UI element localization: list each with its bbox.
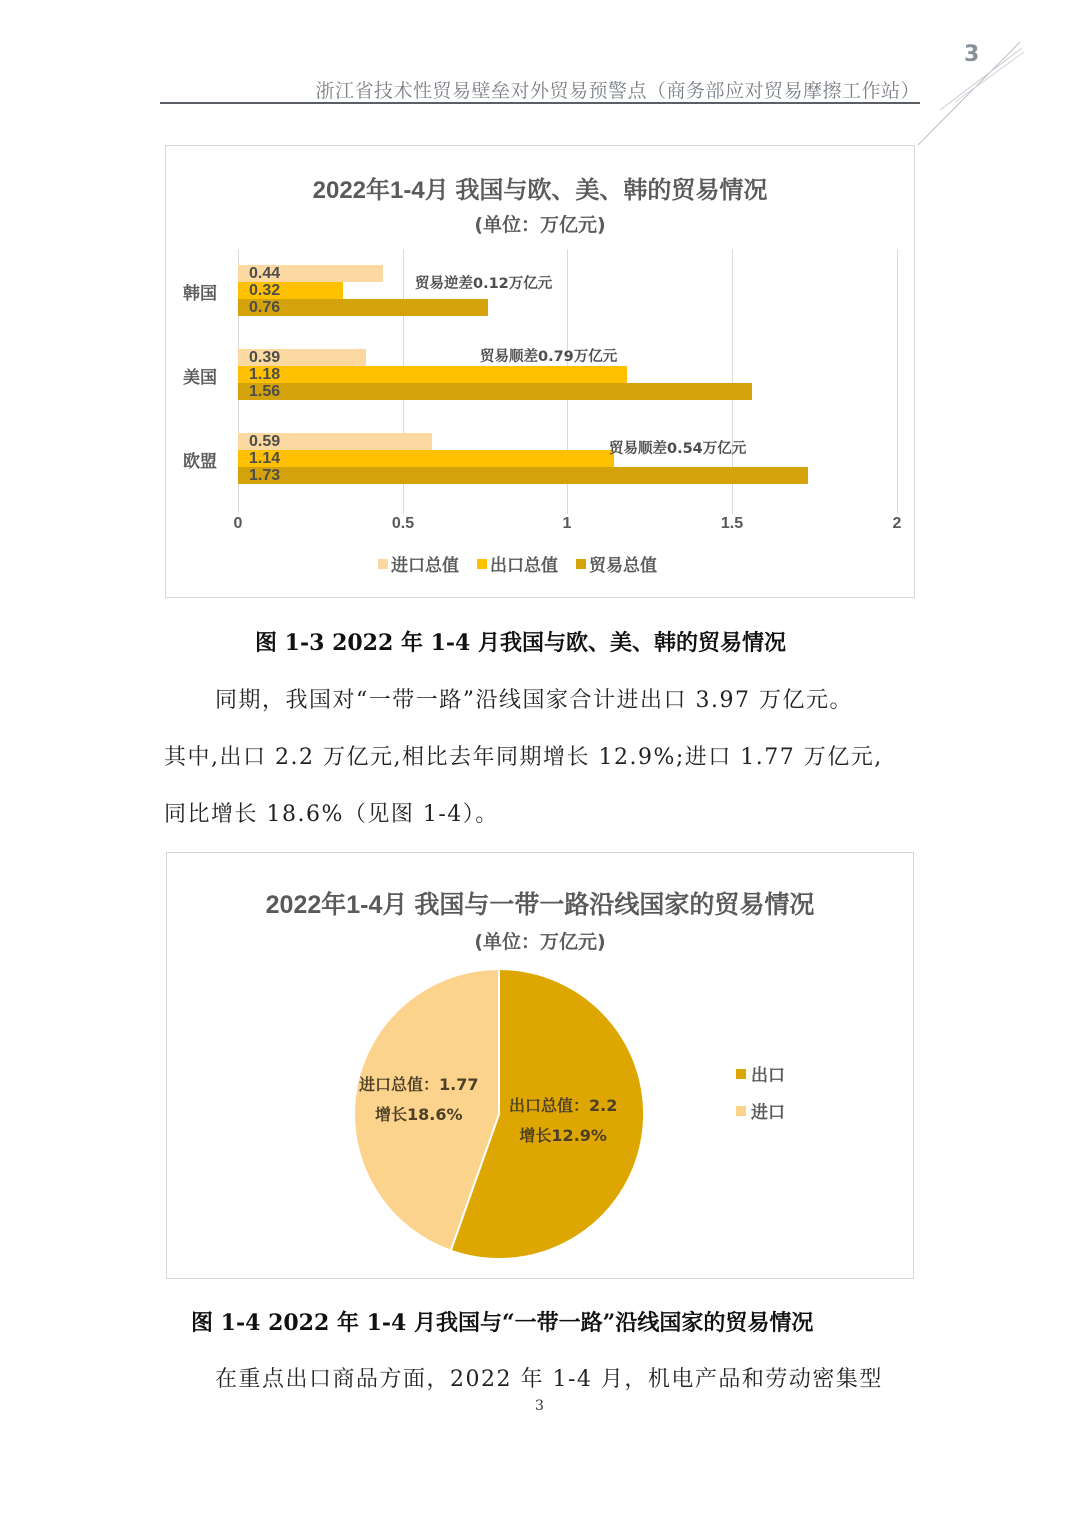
x-tick-1: 1 <box>562 515 572 532</box>
value-eu-import: 0.59 <box>249 433 281 450</box>
value-eu-export: 1.14 <box>249 450 281 467</box>
header-divider <box>160 102 920 104</box>
bar-eu-total <box>238 467 808 484</box>
legend-label-export: 出口总值 <box>490 556 558 576</box>
category-label-eu: 欧盟 <box>183 452 217 472</box>
legend-item-import <box>378 551 459 576</box>
bar-usa-export <box>238 366 627 383</box>
pie-label-import-growth: 增长18.6% <box>374 1105 463 1124</box>
bar-usa-total <box>238 383 752 400</box>
header-page-number: 3 <box>964 42 980 67</box>
pie-label-export <box>509 1091 617 1151</box>
value-eu-total: 1.73 <box>249 467 281 484</box>
category-label-korea: 韩国 <box>183 284 217 304</box>
chart2-title: 2022年1-4月 我国与一带一路沿线国家的贸易情况 <box>265 891 815 919</box>
bar-chart-eu-us-korea <box>165 145 915 598</box>
category-label-usa: 美国 <box>183 368 217 388</box>
x-tick-0.5: 0.5 <box>391 515 415 532</box>
figure-caption-1-4: 图 1-4 2022 年 1-4 月我国与“一带一路”沿线国家的贸易情况 <box>191 1310 814 1336</box>
legend-swatch-total-icon <box>576 559 586 569</box>
annotation-usa: 贸易顺差0.79万亿元 <box>480 349 618 365</box>
value-usa-export: 1.18 <box>249 366 281 383</box>
decorative-diagonal-lines-icon <box>900 30 1040 160</box>
bar-eu-export <box>238 450 614 467</box>
legend-swatch-export-icon <box>736 1069 746 1079</box>
legend-item-export <box>736 1061 785 1086</box>
legend-label-total: 贸易总值 <box>589 556 657 576</box>
paragraph1-line2: 其中,出口 2.2 万亿元,相比去年同期增长 12.9%;进口 1.77 万亿元, <box>164 745 883 770</box>
chart1-unit: (单位：万亿元) <box>474 214 606 236</box>
pie-label-export-growth: 增长12.9% <box>519 1126 607 1145</box>
legend-label-export: 出口 <box>751 1066 785 1086</box>
value-korea-import: 0.44 <box>249 265 281 282</box>
footer-page-number: 3 <box>535 1398 544 1414</box>
gridline-2 <box>897 249 898 514</box>
chart1-legend <box>378 551 657 576</box>
legend-label-import: 进口 <box>751 1103 785 1123</box>
chart1-title: 2022年1-4月 我国与欧、美、韩的贸易情况 <box>312 177 768 204</box>
legend-item-export <box>477 551 558 576</box>
figure-caption-1-3: 图 1-3 2022 年 1-4 月我国与欧、美、韩的贸易情况 <box>255 630 787 656</box>
legend-swatch-import-icon <box>378 559 388 569</box>
legend-swatch-import-icon <box>736 1106 746 1116</box>
legend-label-import: 进口总值 <box>391 556 459 576</box>
value-korea-total: 0.76 <box>249 299 281 316</box>
paragraph1-line3: 同比增长 18.6%（见图 1-4）。 <box>164 802 499 827</box>
pie-chart-belt-and-road <box>166 852 914 1279</box>
chart2-legend <box>736 1061 785 1135</box>
x-tick-0: 0 <box>233 515 243 532</box>
annotation-korea: 贸易逆差0.12万亿元 <box>415 276 553 292</box>
value-usa-import: 0.39 <box>249 349 281 366</box>
value-usa-total: 1.56 <box>249 383 281 400</box>
chart2-unit: (单位：万亿元) <box>474 931 606 953</box>
paragraph2-line1: 在重点出口商品方面，2022 年 1-4 月，机电产品和劳动密集型 <box>215 1367 883 1392</box>
pie-label-export-value: 出口总值：2.2 <box>509 1096 618 1115</box>
legend-item-total <box>576 551 657 576</box>
x-tick-2: 2 <box>892 515 902 532</box>
x-tick-1.5: 1.5 <box>720 515 744 532</box>
value-korea-export: 0.32 <box>249 282 281 299</box>
pie-label-import <box>359 1070 478 1130</box>
paragraph1-line1: 同期，我国对“一带一路”沿线国家合计进出口 3.97 万亿元。 <box>215 688 853 713</box>
legend-item-import <box>736 1098 785 1123</box>
legend-swatch-export-icon <box>477 559 487 569</box>
header-title: 浙江省技术性贸易壁垒对外贸易预警点（商务部应对贸易摩擦工作站） <box>315 80 920 102</box>
pie-label-import-value: 进口总值：1.77 <box>359 1075 479 1094</box>
annotation-eu: 贸易顺差0.54万亿元 <box>609 441 747 457</box>
